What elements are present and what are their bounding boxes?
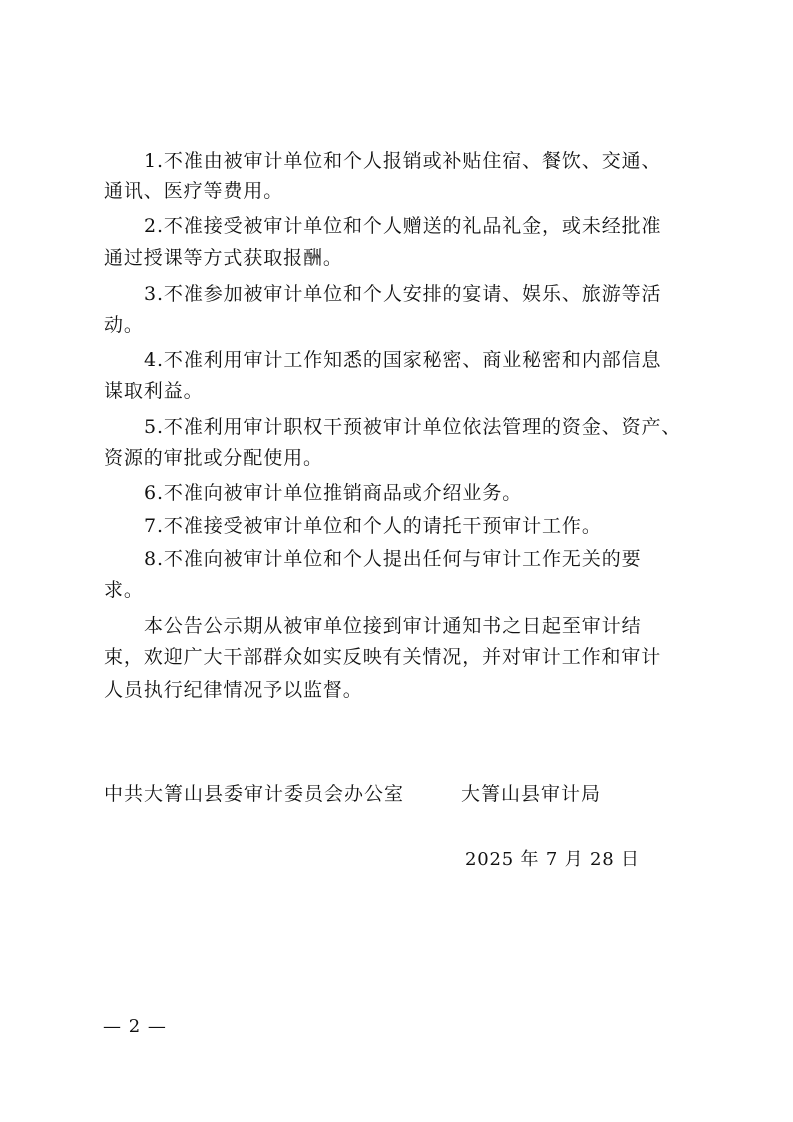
rule-5-line-2: 资源的审批或分配使用。 [104, 447, 323, 469]
notice-line-2: 束，欢迎广大干部群众如实反映有关情况，并对审计工作和审计 [104, 646, 662, 668]
signature-left: 中共大箐山县委审计委员会办公室 [104, 783, 405, 805]
rule-5-line-1: 5.不准利用审计职权干预被审计单位依法管理的资金、资产、 [144, 416, 682, 438]
rule-8-line-1: 8.不准向被审计单位和个人提出任何与审计工作无关的要 [144, 548, 642, 570]
document-date: 2025 年 7 月 28 日 [465, 849, 640, 870]
signature-right: 大箐山县审计局 [461, 783, 602, 805]
page-number: — 2 — [103, 1016, 167, 1037]
rule-2-line-2: 通过授课等方式获取报酬。 [104, 247, 343, 269]
rule-4-line-2: 谋取利益。 [104, 380, 204, 402]
rule-3-line-2: 动。 [104, 314, 144, 336]
notice-line-1: 本公告公示期从被审单位接到审计通知书之日起至审计结 [144, 615, 642, 637]
rule-1-line-2: 通讯、医疗等费用。 [104, 180, 284, 202]
rule-6-line-1: 6.不准向被审计单位推销商品或介绍业务。 [144, 482, 523, 504]
rule-2-line-1: 2.不准接受被审计单位和个人赠送的礼品礼金，或未经批准 [144, 215, 662, 237]
rule-3-line-1: 3.不准参加被审计单位和个人安排的宴请、娱乐、旅游等活 [144, 283, 662, 305]
rule-7-line-1: 7.不准接受被审计单位和个人的请托干预审计工作。 [144, 515, 602, 537]
rule-8-line-2: 求。 [104, 579, 144, 601]
rule-4-line-1: 4.不准利用审计工作知悉的国家秘密、商业秘密和内部信息 [144, 349, 662, 371]
notice-line-3: 人员执行纪律情况予以监督。 [104, 679, 363, 701]
rule-1-line-1: 1.不准由被审计单位和个人报销或补贴住宿、餐饮、交通、 [144, 150, 662, 172]
